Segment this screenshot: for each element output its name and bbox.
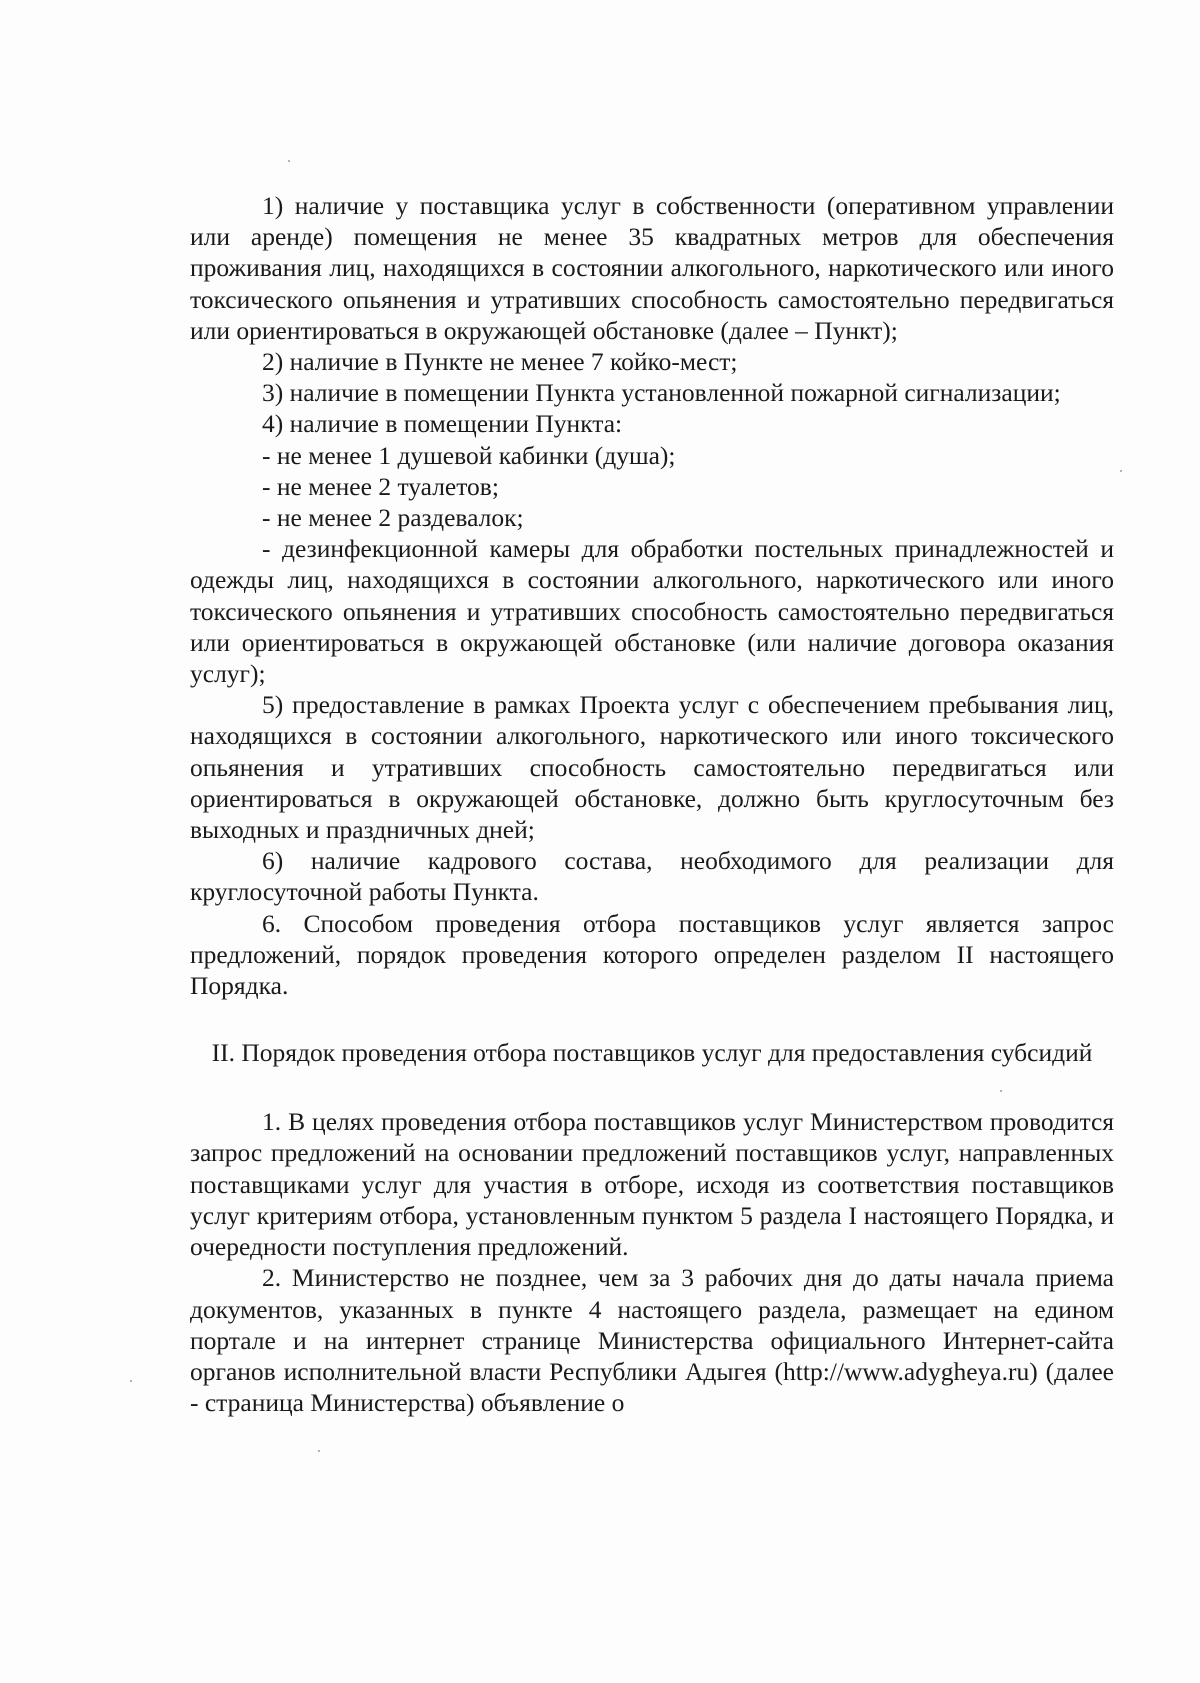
- paragraph-6: 6) наличие кадрового состава, необходимого для реализации для круглосуточной работы Пункта.: [190, 846, 1114, 907]
- list-item-shower: - не менее 1 душевой кабинки (душа);: [262, 440, 676, 470]
- section-heading: II. Порядок проведения отбора поставщиков услуг для предоставления субсидий: [211, 1038, 1093, 1068]
- section-paragraph-1: 1. В целях проведения отбора поставщиков услуг Министерством проводится запрос предложений на основании предложений поставщиков услуг, направленных поставщиками услуг для участия в отборе, исходя из соответствия поставщиков услуг критериям отбора, установленным пунктом 5 раздела I настоящего Порядка, и очередности поступления предложений.: [190, 1107, 1114, 1262]
- paragraph-6-method: 6. Способом проведения отбора поставщиков услуг является запрос предложений, порядок проведения которого определен разделом II настоящего Порядка.: [190, 908, 1114, 1001]
- list-item-toilets: - не менее 2 туалетов;: [262, 471, 499, 501]
- paragraph-1: 1) наличие у поставщика услуг в собственности (оперативном управлении или аренде) помещения не менее 35 квадратных метров для обеспечения проживания лиц, находящихся в состоянии алкогольного, наркотического или иного токсического опьянения и утративших способность самостоятельно передвигаться или ориентироваться в окружающей обстановке (далее – Пункт);: [190, 191, 1114, 345]
- list-item-changing-rooms: - не менее 2 раздевалок;: [262, 503, 524, 533]
- scan-speck: [130, 1380, 132, 1382]
- scan-speck: [318, 1450, 320, 1452]
- paragraph-3: 3) наличие в помещении Пункта установленной пожарной сигнализации;: [262, 378, 1061, 408]
- paragraph-4: 4) наличие в помещении Пункта:: [262, 409, 623, 439]
- section-paragraph-2: 2. Министерство не позднее, чем за 3 рабочих дня до даты начала приема документов, указанных в пункте 4 настоящего раздела, размещает на едином портале и на интернет странице Министерства официального Интернет-сайта органов исполнительной власти Республики Адыгея (http://www.adygheya.ru) (далее - страница Министерства) объявление о: [190, 1263, 1114, 1418]
- list-item-disinfection: - дезинфекционной камеры для обработки постельных принадлежностей и одежды лиц, находящихся в состоянии алкогольного, наркотического или иного токсического опьянения и утративших способность самостоятельно передвигаться или ориентироваться в окружающей обстановке (или наличие договора оказания услуг);: [190, 534, 1114, 689]
- document-body: [190, 190, 1114, 1418]
- scan-speck: [288, 160, 290, 162]
- paragraph-5: 5) предоставление в рамках Проекта услуг с обеспечением пребывания лиц, находящихся в состоянии алкогольного, наркотического или иного токсического опьянения и утративших способность самостоятельно передвигаться или ориентироваться в окружающей обстановке, должно быть круглосуточным без выходных и праздничных дней;: [190, 690, 1114, 845]
- paragraph-2: 2) наличие в Пункте не менее 7 койко-мест;: [262, 347, 738, 377]
- scan-speck: [1120, 470, 1122, 472]
